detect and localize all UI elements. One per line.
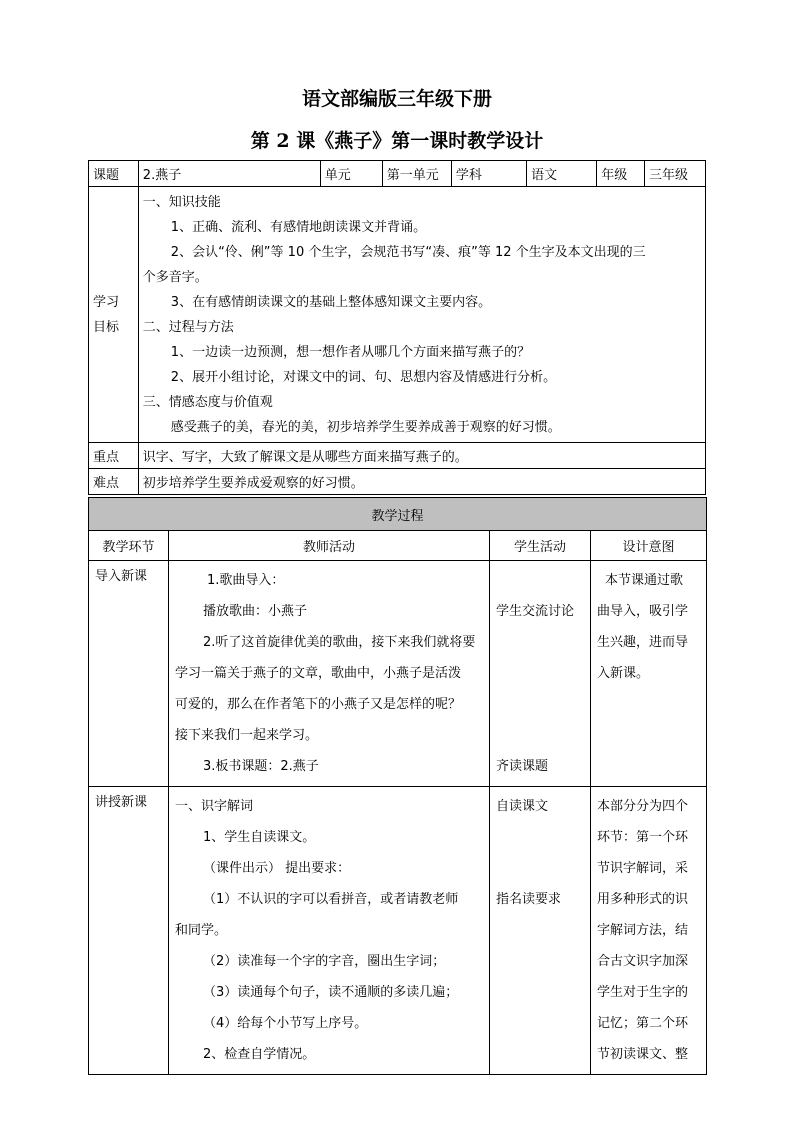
subject-value: 语文 [527, 161, 597, 187]
goal-item: 3、在有感情朗读课文的基础上整体感知课文主要内容。 [170, 294, 492, 310]
goal-item: 感受燕子的美，春光的美，初步培养学生要养成善于观察的好习惯。 [170, 419, 561, 435]
unit-value: 第一单元 [382, 161, 451, 187]
key-point-value: 识字、写字，大致了解课文是从哪些方面来描写燕子的。 [138, 443, 705, 469]
lesson-value: 2.燕子 [138, 161, 320, 187]
lesson-title: 第 2 课《燕子》第一课时教学设计 [250, 130, 544, 152]
lesson-info-table [88, 160, 706, 495]
goals-label: 学习 目标 [89, 187, 139, 443]
new-student: 自读课文 指名读要求 [490, 787, 591, 1075]
teaching-process-table [88, 497, 707, 1075]
goal-heading: 二、过程与方法 [142, 319, 234, 335]
intro-intent: 本节课通过歌 曲导入，吸引学 生兴趣，进而导 入新课。 [591, 561, 707, 787]
goal-item: 1、正确、流利、有感情地朗读课文并背诵。 [170, 219, 427, 235]
process-title: 教学过程 [89, 498, 707, 531]
goal-item: 1、一边读一边预测，想一想作者从哪几个方面来描写燕子的？ [170, 344, 531, 360]
goal-heading: 三、情感态度与价值观 [142, 394, 273, 410]
goal-heading: 一、知识技能 [142, 194, 221, 210]
goal-item: 2、展开小组讨论，对课文中的词、句、思想内容及情感进行分析。 [170, 369, 557, 385]
lesson-label: 课题 [89, 161, 139, 187]
document-title: 语文部编版三年级下册 [301, 88, 492, 110]
header-teacher: 教师活动 [169, 531, 490, 561]
unit-label: 单元 [320, 161, 382, 187]
goal-item: 2、会认“伶、俐”等 10 个生字，会规范书写“凑、痕”等 12 个生字及本文出现的三 [170, 244, 646, 260]
intro-student: 学生交流讨论 齐读课题 [490, 561, 591, 787]
key-point-label: 重点 [89, 443, 139, 469]
header-stage: 教学环节 [89, 531, 169, 561]
intro-teacher: 1.歌曲导入： 播放歌曲：小燕子 2.听了这首旋律优美的歌曲，接下来我们就将要 学习一篇关于燕子的文章，歌曲中，小燕子是活泼 可爱的，那么在作者笔下的小燕子又是怎样的呢？ 接下来我们一起来学习。 3.板书课题：2.燕子 [169, 561, 490, 787]
new-intent: 本部分分为四个 环节：第一个环 节识字解词，采 用多种形式的识 字解词方法，结 合古文识字加深 学生对于生字的 记忆；第二个环 节初读课文、整 [591, 787, 707, 1075]
difficulty-label: 难点 [89, 469, 139, 495]
difficulty-value: 初步培养学生要养成爱观察的好习惯。 [138, 469, 705, 495]
header-intent: 设计意图 [591, 531, 707, 561]
new-teacher: 一、识字解词 1、学生自读课文。 （课件出示） 提出要求： （1）不认识的字可以看拼音，或者请教老师 和同学。 （2）读准每一个字的字音，圈出生字词； （3）读通每个句子，读不通顺的多读几遍； （4）给每个小节写上序号。 2、检查自学情况。 [169, 787, 490, 1075]
goal-item-continued: 个多音字。 [142, 269, 208, 285]
subject-label: 学科 [451, 161, 526, 187]
new-stage: 讲授新课 [89, 787, 169, 1075]
grade-value: 三年级 [644, 161, 705, 187]
header-student: 学生活动 [490, 531, 591, 561]
intro-stage: 导入新课 [89, 561, 169, 787]
goals-content [138, 187, 705, 443]
grade-label: 年级 [597, 161, 645, 187]
